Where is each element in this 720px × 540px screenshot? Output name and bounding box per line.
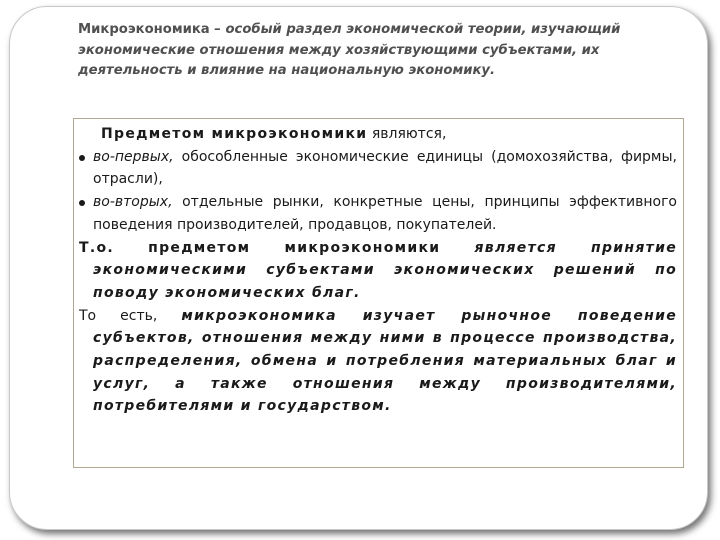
slide-title bbox=[78, 20, 658, 82]
conclusion-bold: Т.о. предметом микроэкономики bbox=[79, 239, 441, 256]
conclusion-bold-italic: является принятие экономическими субъектами экономических решений по поводу экономических благ. bbox=[93, 239, 677, 301]
bullet-item-first bbox=[79, 146, 677, 191]
bullet-first-label: во-первых, bbox=[93, 148, 174, 165]
intro-paragraph bbox=[79, 123, 677, 146]
intro-normal: являются, bbox=[367, 126, 447, 142]
content-box bbox=[73, 118, 684, 468]
title-term: Микроэкономика bbox=[78, 22, 210, 37]
bullet-first-text: обособленные экономические единицы (домохозяйства, фирмы, отрасли), bbox=[93, 148, 677, 188]
title-dash: – bbox=[209, 22, 226, 37]
title-definition: особый раздел экономической теории, изучающий экономические отношения между хозяйствующими субъектами, их деятельность и влияние на национальную экономику. bbox=[78, 22, 621, 78]
bullet-item-second bbox=[79, 191, 677, 236]
bullet-icon bbox=[79, 155, 85, 161]
summary-bold-italic: микроэкономика изучает рыночное поведение субъектов, отношения между ними в процессе производства, распределения, обмена и потребления материальных благ и услуг, а также отношения между производителями, потребителями и государством. bbox=[93, 307, 677, 415]
bullet-second-label: во-вторых, bbox=[93, 194, 173, 211]
summary-normal: То есть, bbox=[79, 307, 182, 324]
bullet-icon bbox=[79, 200, 85, 206]
conclusion-paragraph bbox=[79, 237, 677, 305]
bullet-second-text: отдельные рынки, конкретные цены, принципы эффективного поведения производителей, продавцов, покупателей. bbox=[93, 194, 677, 233]
intro-bold: Предметом микроэкономики bbox=[101, 126, 368, 142]
summary-paragraph bbox=[79, 305, 677, 419]
